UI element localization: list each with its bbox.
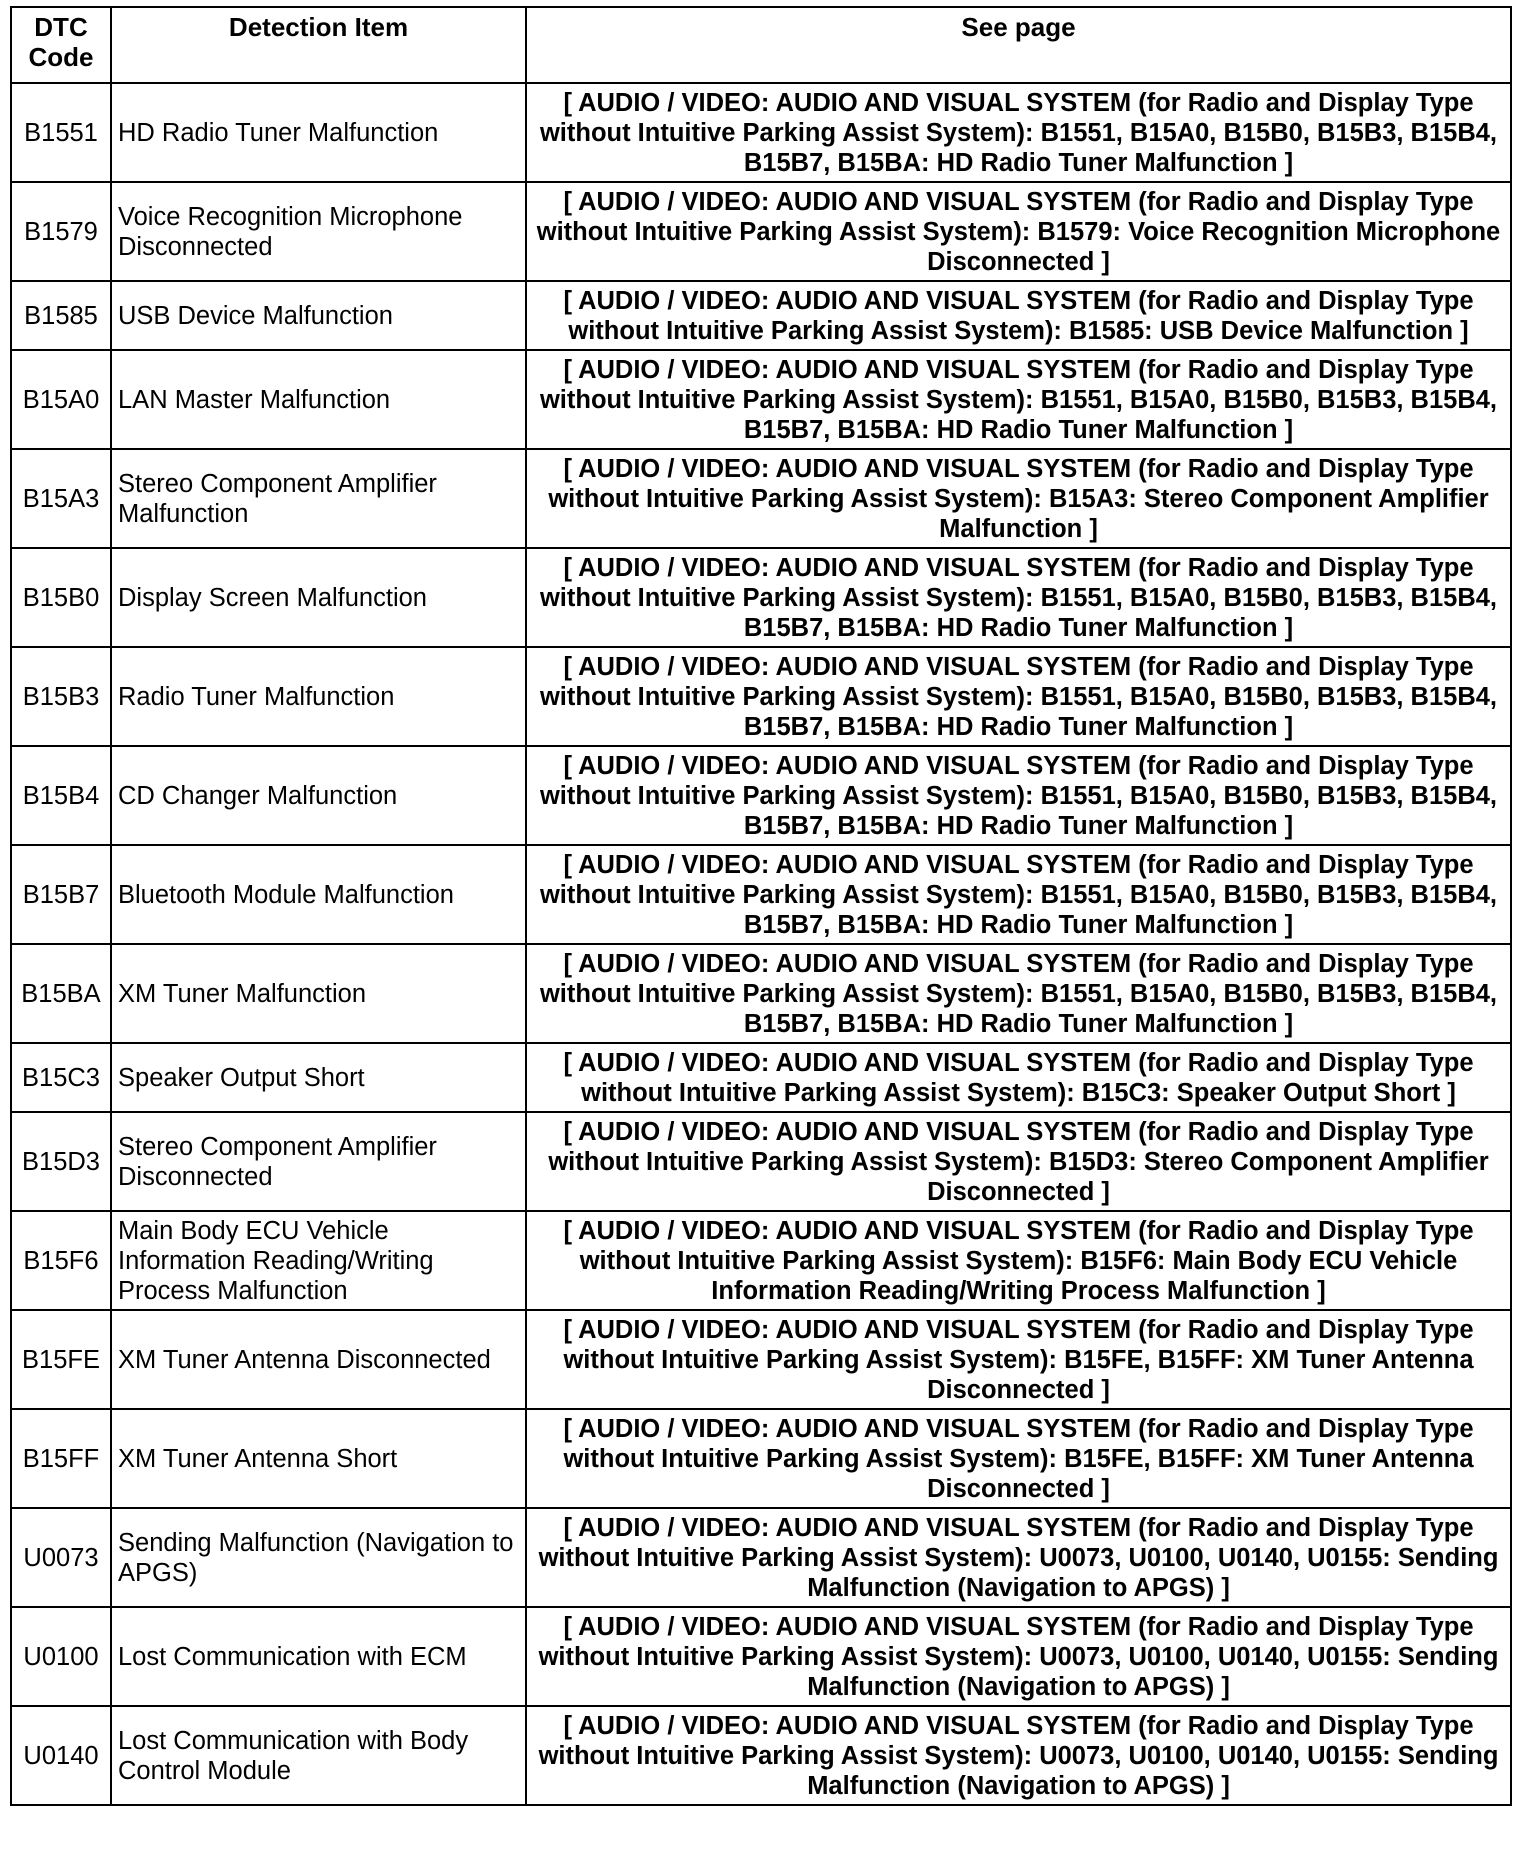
see-page-link[interactable]: [ AUDIO / VIDEO: AUDIO AND VISUAL SYSTEM (for Radio and Display Type without Intuitive Parking Assist System): B1551, B15A0, B15B0, B15B3, B15B4, B15B7, B15BA: HD Radio Tuner Malfunction ] [526,350,1511,449]
see-page-link[interactable]: [ AUDIO / VIDEO: AUDIO AND VISUAL SYSTEM (for Radio and Display Type without Intuitive Parking Assist System): B1579: Voice Recognition Microphone Disconnected ] [526,182,1511,281]
dtc-code: B15A3 [11,449,111,548]
table-row [11,182,1511,281]
detection-item: XM Tuner Antenna Short [111,1409,526,1508]
table-row [11,746,1511,845]
table-row [11,281,1511,350]
detection-item: Radio Tuner Malfunction [111,647,526,746]
detection-item: Display Screen Malfunction [111,548,526,647]
table-row [11,350,1511,449]
see-page-link[interactable]: [ AUDIO / VIDEO: AUDIO AND VISUAL SYSTEM (for Radio and Display Type without Intuitive Parking Assist System): B15FE, B15FF: XM Tuner Antenna Disconnected ] [526,1310,1511,1409]
dtc-code: U0140 [11,1706,111,1805]
detection-item: XM Tuner Malfunction [111,944,526,1043]
detection-item: LAN Master Malfunction [111,350,526,449]
detection-item: Stereo Component Amplifier Malfunction [111,449,526,548]
see-page-link[interactable]: [ AUDIO / VIDEO: AUDIO AND VISUAL SYSTEM (for Radio and Display Type without Intuitive Parking Assist System): B15A3: Stereo Component Amplifier Malfunction ] [526,449,1511,548]
dtc-code: B15D3 [11,1112,111,1211]
table-row [11,1310,1511,1409]
see-page-link[interactable]: [ AUDIO / VIDEO: AUDIO AND VISUAL SYSTEM (for Radio and Display Type without Intuitive Parking Assist System): B1551, B15A0, B15B0, B15B3, B15B4, B15B7, B15BA: HD Radio Tuner Malfunction ] [526,83,1511,182]
detection-item: Sending Malfunction (Navigation to APGS) [111,1508,526,1607]
header-dtc-code: DTC Code [11,7,111,83]
dtc-code: B15FF [11,1409,111,1508]
see-page-link[interactable]: [ AUDIO / VIDEO: AUDIO AND VISUAL SYSTEM (for Radio and Display Type without Intuitive Parking Assist System): B1551, B15A0, B15B0, B15B3, B15B4, B15B7, B15BA: HD Radio Tuner Malfunction ] [526,944,1511,1043]
see-page-link[interactable]: [ AUDIO / VIDEO: AUDIO AND VISUAL SYSTEM (for Radio and Display Type without Intuitive Parking Assist System): B15C3: Speaker Output Short ] [526,1043,1511,1112]
header-row [11,7,1511,83]
dtc-code: B15B3 [11,647,111,746]
table-row [11,548,1511,647]
dtc-table [10,6,1512,1806]
dtc-code: U0073 [11,1508,111,1607]
detection-item: Main Body ECU Vehicle Information Reading/Writing Process Malfunction [111,1211,526,1310]
table-row [11,944,1511,1043]
see-page-link[interactable]: [ AUDIO / VIDEO: AUDIO AND VISUAL SYSTEM (for Radio and Display Type without Intuitive Parking Assist System): B1551, B15A0, B15B0, B15B3, B15B4, B15B7, B15BA: HD Radio Tuner Malfunction ] [526,647,1511,746]
detection-item: Bluetooth Module Malfunction [111,845,526,944]
dtc-code: B15FE [11,1310,111,1409]
see-page-link[interactable]: [ AUDIO / VIDEO: AUDIO AND VISUAL SYSTEM (for Radio and Display Type without Intuitive Parking Assist System): U0073, U0100, U0140, U0155: Sending Malfunction (Navigation to APGS) ] [526,1607,1511,1706]
dtc-code: B15C3 [11,1043,111,1112]
dtc-code: U0100 [11,1607,111,1706]
header-see-page: See page [526,7,1511,83]
see-page-link[interactable]: [ AUDIO / VIDEO: AUDIO AND VISUAL SYSTEM (for Radio and Display Type without Intuitive Parking Assist System): B1585: USB Device Malfunction ] [526,281,1511,350]
detection-item: USB Device Malfunction [111,281,526,350]
detection-item: CD Changer Malfunction [111,746,526,845]
table-row [11,1508,1511,1607]
table-row [11,1607,1511,1706]
detection-item: Voice Recognition Microphone Disconnected [111,182,526,281]
see-page-link[interactable]: [ AUDIO / VIDEO: AUDIO AND VISUAL SYSTEM (for Radio and Display Type without Intuitive Parking Assist System): B15F6: Main Body ECU Vehicle Information Reading/Writing Process Malfunction ] [526,1211,1511,1310]
header-detection-item: Detection Item [111,7,526,83]
dtc-code: B1551 [11,83,111,182]
table-row [11,1043,1511,1112]
detection-item: Lost Communication with ECM [111,1607,526,1706]
dtc-code: B15F6 [11,1211,111,1310]
see-page-link[interactable]: [ AUDIO / VIDEO: AUDIO AND VISUAL SYSTEM (for Radio and Display Type without Intuitive Parking Assist System): B1551, B15A0, B15B0, B15B3, B15B4, B15B7, B15BA: HD Radio Tuner Malfunction ] [526,548,1511,647]
table-row [11,1409,1511,1508]
dtc-code: B1585 [11,281,111,350]
detection-item: Lost Communication with Body Control Module [111,1706,526,1805]
see-page-link[interactable]: [ AUDIO / VIDEO: AUDIO AND VISUAL SYSTEM (for Radio and Display Type without Intuitive Parking Assist System): U0073, U0100, U0140, U0155: Sending Malfunction (Navigation to APGS) ] [526,1706,1511,1805]
table-row [11,83,1511,182]
dtc-code: B15B7 [11,845,111,944]
dtc-code: B15B4 [11,746,111,845]
see-page-link[interactable]: [ AUDIO / VIDEO: AUDIO AND VISUAL SYSTEM (for Radio and Display Type without Intuitive Parking Assist System): U0073, U0100, U0140, U0155: Sending Malfunction (Navigation to APGS) ] [526,1508,1511,1607]
dtc-code: B1579 [11,182,111,281]
table-row [11,845,1511,944]
table-row [11,1211,1511,1310]
table-row [11,449,1511,548]
table-row [11,647,1511,746]
see-page-link[interactable]: [ AUDIO / VIDEO: AUDIO AND VISUAL SYSTEM (for Radio and Display Type without Intuitive Parking Assist System): B15D3: Stereo Component Amplifier Disconnected ] [526,1112,1511,1211]
see-page-link[interactable]: [ AUDIO / VIDEO: AUDIO AND VISUAL SYSTEM (for Radio and Display Type without Intuitive Parking Assist System): B1551, B15A0, B15B0, B15B3, B15B4, B15B7, B15BA: HD Radio Tuner Malfunction ] [526,746,1511,845]
detection-item: HD Radio Tuner Malfunction [111,83,526,182]
see-page-link[interactable]: [ AUDIO / VIDEO: AUDIO AND VISUAL SYSTEM (for Radio and Display Type without Intuitive Parking Assist System): B15FE, B15FF: XM Tuner Antenna Disconnected ] [526,1409,1511,1508]
dtc-code: B15B0 [11,548,111,647]
dtc-code: B15A0 [11,350,111,449]
table-row [11,1706,1511,1805]
dtc-code: B15BA [11,944,111,1043]
see-page-link[interactable]: [ AUDIO / VIDEO: AUDIO AND VISUAL SYSTEM (for Radio and Display Type without Intuitive Parking Assist System): B1551, B15A0, B15B0, B15B3, B15B4, B15B7, B15BA: HD Radio Tuner Malfunction ] [526,845,1511,944]
detection-item: XM Tuner Antenna Disconnected [111,1310,526,1409]
detection-item: Stereo Component Amplifier Disconnected [111,1112,526,1211]
detection-item: Speaker Output Short [111,1043,526,1112]
table-row [11,1112,1511,1211]
